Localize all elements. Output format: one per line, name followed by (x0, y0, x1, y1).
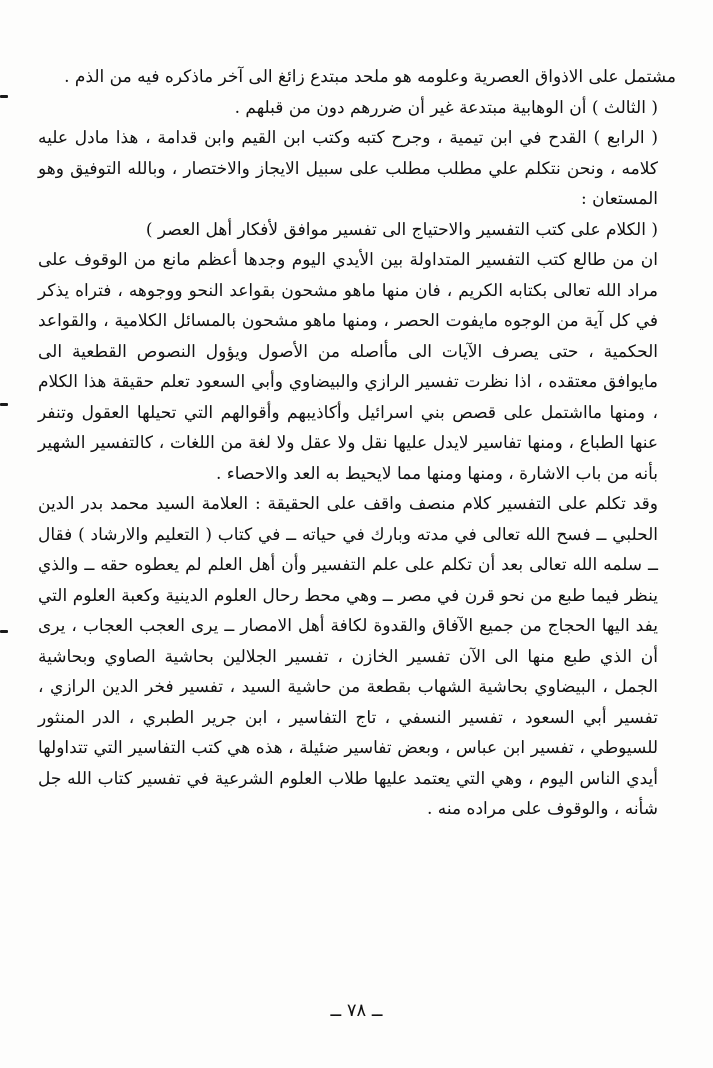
paragraph: ان من طالع كتب التفسير المتداولة بين الأيدي اليوم وجدها أعظم مانع من الوقوف على مراد الله تعالى بكتابه الكريم ، فان منها ماهو مشحون بقواعد النحو ووجوهه ، فتراه يذكر في كل آية من الوجوه مايفوت الحصر ، ومنها ماهو مشحون بالمسائل الكلامية ، والقواعد الحكمية ، حتى يصرف الآيات الى مأاصله من الأصول ويؤول النصوص القطعية الى مايوافق معتقده ، اذا نظرت تفسير الرازي والبيضاوي وأبي السعود تعلم حقيقة هذا الكلام ، ومنها مااشتمل على قصص بني اسرائيل وأكاذيبهم وأقوالهم التي تحيلها العقول وتنفر عنها الطباع ، ومنها تفاسير لايدل عليها نقل ولا عقل ولا لغة من اللغات ، كالتفسير الشهير بأنه من باب الاشارة ، ومنها ومنها مما لايحيط به العد والاحصاء . (38, 250, 658, 484)
left-margin-mark (0, 630, 8, 633)
body-text (38, 62, 676, 825)
left-margin-mark (0, 95, 8, 98)
paragraph: مشتمل على الاذواق العصرية وعلومه هو ملحد مبتدع زائغ الى آخر ماذكره فيه من الذم . (64, 67, 676, 87)
left-margin-mark (0, 403, 8, 406)
paragraph: ( الثالث ) أن الوهابية مبتدعة غير أن ضررهم دون من قبلهم . (234, 97, 658, 118)
page-number: ــ ٧٨ ــ (330, 1000, 383, 1021)
section-heading: ( الكلام على كتب التفسير والاحتياج الى تفسير موافق لأفكار أهل العصر ) (145, 219, 658, 240)
paragraph: وقد تكلم على التفسير كلام منصف واقف على الحقيقة : العلامة السيد محمد بدر الدين الحلبي ــ فسح الله تعالى في مدته وبارك في حياته ــ في كتاب ( التعليم والارشاد ) فقال ــ سلمه الله تعالى بعد أن تكلم على علم التفسير وأن أهل العلم لم يعطوه حقه ــ والذي ينظر فيما طبع من نحو قرن في مصر ــ وهي محط رحال العلوم الدينية وكعبة العلوم التي يفد اليها الحجاج من جميع الآفاق والقدوة لكافة أهل الامصار ــ يرى العجب العجاب ، يرى أن الذي طبع منها الى الآن تفسير الخازن ، تفسير الجلالين بحاشية الصاوي وبحاشية الجمل ، البيضاوي بحاشية الشهاب بقطعة من حاشية السيد ، تفسير فخر الدين الرازي ، تفسير أبي السعود ، تفسير النسفي ، تاج التفاسير ، ابن جرير الطبري ، الدر المنثور للسيوطي ، تفسير ابن عباس ، وبعض تفاسير ضئيلة ، هذه هي كتب التفاسير التي تتداولها أيدي الناس اليوم ، وهي التي يعتمد عليها طلاب العلوم الشرعية في تفسير كتاب الله جل شأنه ، والوقوف على مراده منه . (38, 494, 658, 819)
paragraph: ( الرابع ) القدح في ابن تيمية ، وجرح كتبه وكتب ابن القيم وابن قدامة ، هذا مادل عليه كلامه ، ونحن نتكلم علي مطلب مطلب على سبيل الايجاز والاختصار ، وبالله التوفيق وهو المستعان : (38, 128, 658, 209)
